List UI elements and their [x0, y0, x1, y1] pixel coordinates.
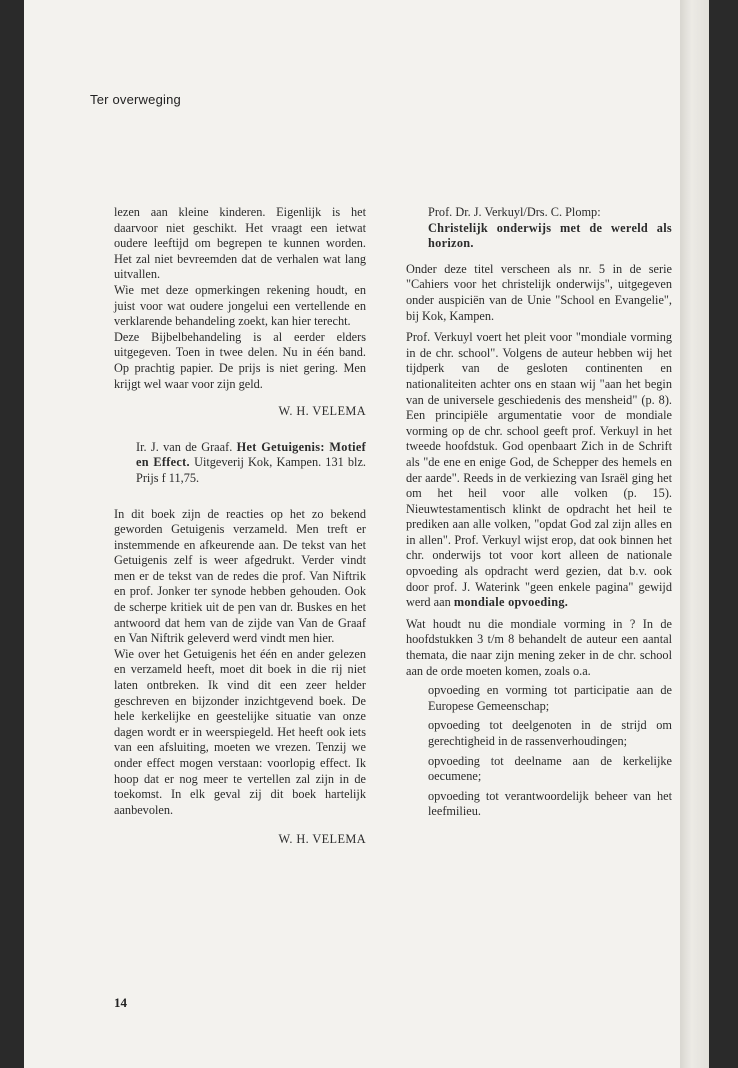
review-heading [114, 440, 366, 487]
paragraph: Wat houdt nu die mondiale vorming in ? In de hoofdstukken 3 t/m 8 behandelt de auteur een aantal themata, die naar zijn mening zeker in de chr. school aan de orde moeten komen, zoals o.a. [406, 616, 672, 678]
signature: W. H. VELEMA [278, 404, 366, 419]
page-edge [680, 0, 709, 1068]
list-item: opvoeding en vorming tot participatie aan de Europese Gemeenschap; [428, 683, 672, 713]
page-number: 14 [114, 995, 127, 1010]
paragraph: lezen aan kleine kinderen. Eigenlijk is het daarvoor niet geschikt. Het vraagt een ietwat oudere leeftijd om begrepen te kunnen worden. Het zal niet bevreemden dat de verhalen wat lang uitvallen. [114, 205, 366, 282]
list-item: opvoeding tot deelgenoten in de strijd om gerechtigheid in de rassenverhoudingen; [428, 718, 672, 748]
review-publication: Uitgeverij Kok, Kampen. 131 blz. Prijs f 11,75. [136, 455, 366, 485]
paragraph: Wie over het Getuigenis het één en ander gelezen en verzameld heeft, moet dit boek in die rij niet laten ontbreken. Ik vind dit een zeer helder geschreven en bijzonder inzichtgevend boek. De hele kerkelijke en geestelijke situatie van onze dagen wordt er in weerspiegeld. Het heeft ook iets van een afsluiting, moeten we vrezen. Tenzij we onder effect mogen verstaan: voorlopig effect. Ik hoop dat er nog meer te vertellen zal zijn in de toekomst. In elk geval zij dit boek hartelijk aanbevolen. [114, 646, 366, 817]
review-title: Het Getuigenis: Motief en Effect. [136, 439, 366, 470]
paragraph: In dit boek zijn de reacties op het zo bekend geworden Getuigenis verzameld. Men treft er instemmende en afkeurende aan. De tekst van het Getuigenis zelf is weer afgedrukt. Verder vindt men er de tekst van de redes die prof. Van Niftrik en prof. Jonker ter synode hebben gehouden. Ook de scherpe kritiek uit de pen van dr. Buskes en het antwoord dat hem van de zijde van Van de Graaf en Van Niftrik geleverd werd vindt men hier. [114, 506, 366, 646]
review-author: Ir. J. van de Graaf. [136, 439, 233, 454]
list-item: opvoeding tot deelname aan de kerkelijke oecumene; [428, 753, 672, 784]
paragraph-text: Prof. Verkuyl voert het pleit voor "mondiale vorming in de chr. school". Volgens de auteur hebben wij het tijdperk van de gesloten continenten en nationaliteiten achter ons en staan wij "aan het begin van de universele geschiedenis des mensheid" (p. 8). Een principiële argumentatie voor de mondiale vorming op de chr. school geeft prof. Verkuyl in het tweede hoofdstuk. God openbaart Zich in de Schrift als "de ene en enige God, de Schepper des hemels en der aarde". Reeds in de verkiezing van Israël ging het om het heil voor alle volken (p. 15). Nieuwtestamentisch klinkt de opdracht het heil te prediken aan alle volken, "opdat God zal zijn alles en in allen". Prof. Verkuyl wijst erop, dat ook binnen het chr. onderwijs tot voor kort alleen de nationale opvoeding als opdracht werd gezien, dat b.v. ook door prof. J. Waterink "geen enkele pagina" gewijd werd aan [406, 330, 672, 610]
paragraph: Wie met deze opmerkingen rekening houdt, en juist voor wat oudere jongelui een vertellende en verklarende behandeling zoekt, kan hier terecht. [114, 282, 366, 329]
signature: W. H. VELEMA [278, 832, 366, 847]
right-column [406, 205, 672, 820]
paragraph [406, 330, 672, 611]
review-author: Prof. Dr. J. Verkuyl/Drs. C. Plomp: [428, 205, 601, 219]
paragraph: Deze Bijbelbehandeling is al eerder elders uitgegeven. Toen in twee delen. Nu in één band. Op prachtig papier. De prijs is niet gering. Men krijgt wel waar voor zijn geld. [114, 329, 366, 391]
emphasis: mondiale opvoeding. [453, 595, 569, 610]
left-column [114, 205, 366, 848]
paragraph: Onder deze titel verscheen als nr. 5 in de serie "Cahiers voor het christelijk onderwijs", uitgegeven onder auspiciën van de Unie "School en Evangelie", bij Kok, Kampen. [406, 261, 672, 323]
list-item: opvoeding tot verantwoordelijk beheer van het leefmilieu. [428, 788, 672, 819]
review-title: Christelijk onderwijs met de wereld als horizon. [428, 220, 672, 251]
running-head: Ter overweging [90, 92, 181, 107]
